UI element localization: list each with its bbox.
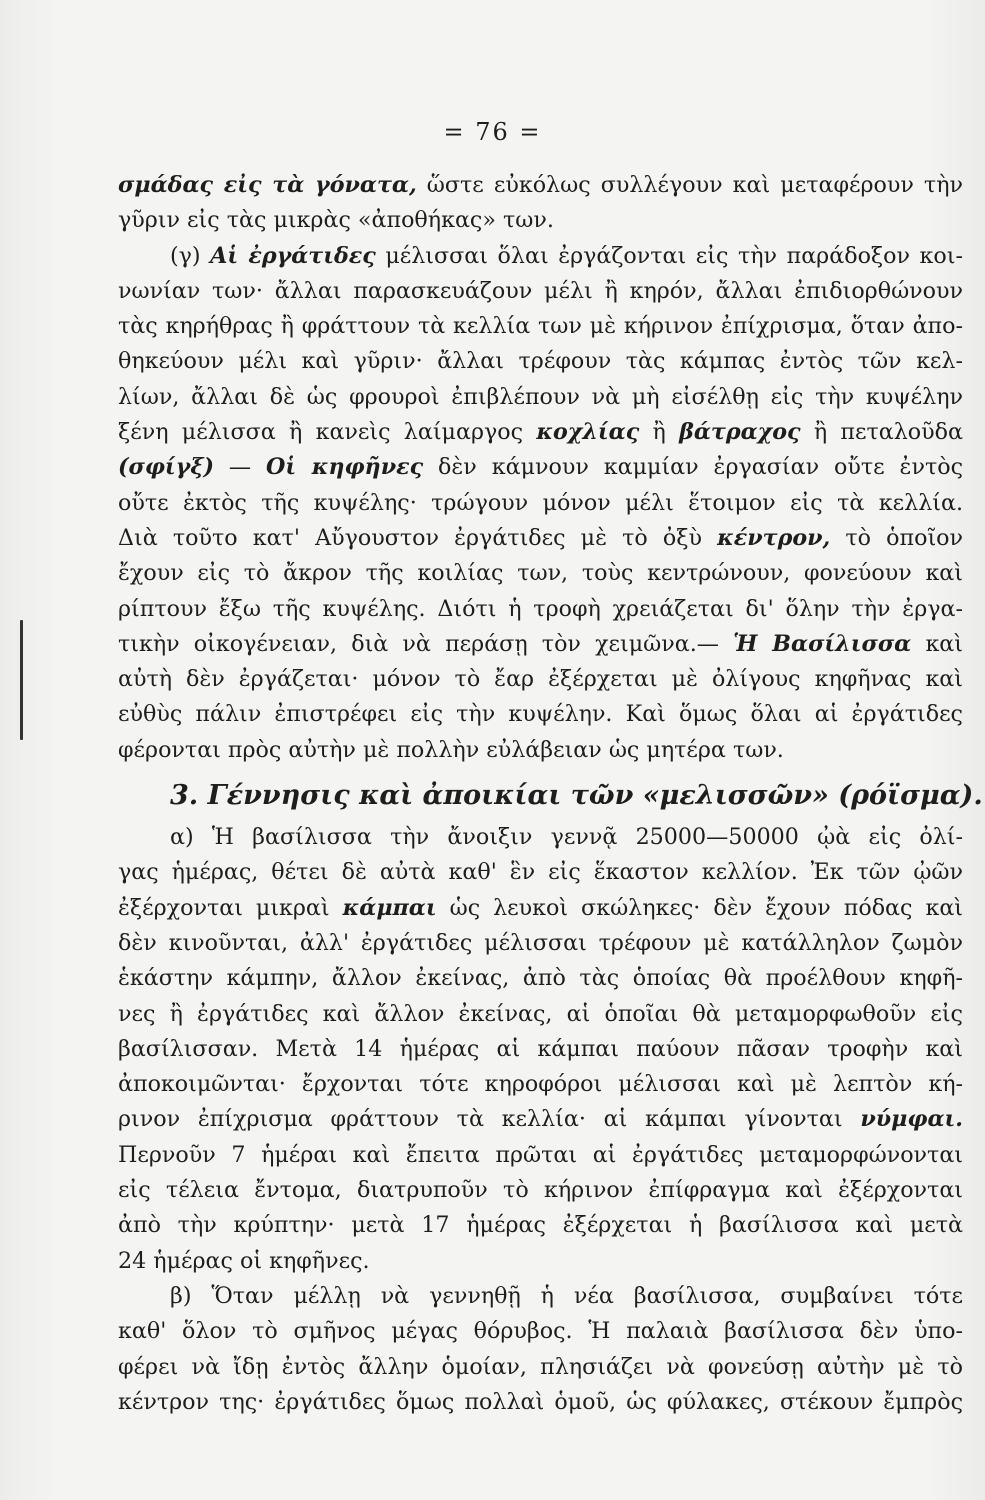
- text-line: ἑκάστην κάμπην, ἄλλον ἐκείνας, ἀπὸ τὰς ὁποίας θὰ προέλθουν κηφῆ-: [118, 965, 963, 992]
- text-line: οὔτε ἐκτὸς τῆς κυψέλης· τρώγουν μόνον μέλι ἕτοιμον εἰς τὰ κελλία.: [118, 489, 963, 516]
- text-line: φέρει νὰ ἴδῃ ἐντὸς ἄλλην ὁμοίαν, πλησιάζει νὰ φονεύσῃ αὐτὴν μὲ τὸ: [118, 1353, 963, 1380]
- text-line: (σφίγξ) — Οἱ κηφῆνες δὲν κάμνουν καμμίαν ἐργασίαν οὔτε ἐντὸς: [118, 454, 964, 481]
- text-line: Περνοῦν 7 ἡμέραι καὶ ἔπειτα πρῶται αἱ ἐργάτιδες μεταμορφώνονται: [118, 1141, 963, 1168]
- text-line: Διὰ τοῦτο κατ' Αὔγουστον ἐργάτιδες μὲ τὸ ὀξὺ κέντρον, τὸ ὁποῖον: [118, 524, 963, 551]
- text-line: λίων, ἄλλαι δὲ ὡς φρουροὶ ἐπιβλέπουν νὰ μὴ εἰσέλθῃ εἰς τὴν κυψέλην: [118, 383, 963, 410]
- text-line: φέρονται πρὸς αὐτὴν μὲ πολλὴν εὐλάβειαν ὡς μητέρα των.: [118, 736, 784, 763]
- text-line: ἀπὸ τὴν κρύπτην· μετὰ 17 ἡμέρας ἐξέρχεται ἡ βασίλισσα καὶ μετὰ: [118, 1212, 963, 1239]
- text-line: γῦριν εἰς τὰς μικρὰς «ἀποθήκας» των.: [118, 207, 554, 234]
- text-line: νες ἢ ἐργάτιδες καὶ ἄλλον ἐκείνας, αἱ ὁποῖαι θὰ μεταμορφωθοῦν εἰς: [118, 1000, 963, 1027]
- text-line: τικὴν οἰκογένειαν, διὰ νὰ περάσῃ τὸν χειμῶνα.— Ἡ Βασίλισσα καὶ: [118, 630, 963, 657]
- text-line: β) Ὅταν μέλλῃ νὰ γεννηθῇ ἡ νέα βασίλισσα, συμβαίνει τότε: [170, 1282, 963, 1309]
- text-line: εἰς τέλεια ἔντομα, διατρυποῦν τὸ κήρινον ἐπίφραγμα καὶ ἐξέρχονται: [118, 1177, 963, 1204]
- text-line: εὐθὺς πάλιν ἐπιστρέφει εἰς τὴν κυψέλην. Καὶ ὅμως ὅλαι αἱ ἐργάτιδες: [118, 701, 963, 728]
- text-line: νωνίαν των· ἄλλαι παρασκευάζουν μέλι ἢ κηρόν, ἄλλαι ἐπιδιορθώνουν: [118, 277, 963, 304]
- text-line: αὐτὴ δὲν ἐργάζεται· μόνον τὸ ἔαρ ἐξέρχεται μὲ ὀλίγους κηφῆνας καὶ: [118, 666, 963, 693]
- page-number: = 76 =: [443, 118, 542, 146]
- text-line: βασίλισσαν. Μετὰ 14 ἡμέρας αἱ κάμπαι παύουν πᾶσαν τροφὴν καὶ: [118, 1035, 963, 1062]
- text-line: α) Ἡ βασίλισσα τὴν ἄνοιξιν γεννᾷ 25000—50000 ᾠὰ εἰς ὀλί-: [170, 824, 963, 851]
- text-line: 24 ἡμέρας οἱ κηφῆνες.: [118, 1247, 370, 1274]
- text-line: γας ἡμέρας, θέτει δὲ αὐτὰ καθ' ἓν εἰς ἕκαστον κελλίον. Ἐκ τῶν ᾠῶν: [118, 859, 963, 886]
- text-line: ρινον ἐπίχρισμα φράττουν τὰ κελλία· αἱ κάμπαι γίνονται νύμφαι.: [118, 1106, 963, 1133]
- body-text: [118, 168, 983, 1420]
- text-line: σμάδας εἰς τὰ γόνατα, ὥστε εὐκόλως συλλέγουν καὶ μεταφέρουν τὴν: [118, 172, 963, 198]
- section-heading: 3. Γέννησις καὶ ἀποικίαι τῶν «μελισσῶν» (ρόϊσμα).: [170, 780, 983, 812]
- text-line: (γ) Αἱ ἐργάτιδες μέλισσαι ὅλαι ἐργάζονται εἰς τὴν παράδοξον κοι-: [170, 242, 963, 269]
- scan-edge-mark: [20, 620, 23, 740]
- text-line: καθ' ὅλον τὸ σμῆνος μέγας θόρυβος. Ἡ παλαιὰ βασίλισσα δὲν ὑπο-: [118, 1318, 963, 1345]
- text-line: ἐξέρχονται μικραὶ κάμπαι ὡς λευκοὶ σκώληκες· δὲν ἔχουν πόδας καὶ: [118, 894, 964, 921]
- text-line: κέντρον της· ἐργάτιδες ὅμως πολλαὶ ὁμοῦ, ὡς φύλακες, στέκουν ἔμπρὸς: [118, 1388, 963, 1415]
- text-line: δὲν κινοῦνται, ἀλλ' ἐργάτιδες μέλισσαι τρέφουν μὲ κατάλληλον ζωμὸν: [118, 929, 963, 956]
- text-line: ἀποκοιμῶνται· ἔρχονται τότε κηροφόροι μέλισσαι καὶ μὲ λεπτὸν κή-: [118, 1071, 963, 1098]
- text-line: τὰς κηρήθρας ἢ φράττουν τὰ κελλία των μὲ κήρινον ἐπίχρισμα, ὅταν ἀπο-: [118, 313, 963, 340]
- text-line: θηκεύουν μέλι καὶ γῦριν· ἄλλαι τρέφουν τὰς κάμπας ἐντὸς τῶν κελ-: [118, 348, 963, 375]
- text-line: ρίπτουν ἔξω τῆς κυψέλης. Διότι ἡ τροφὴ χρειάζεται δι' ὅλην τὴν ἐργα-: [118, 595, 963, 622]
- text-line: ξένη μέλισσα ἢ κανεὶς λαίμαργος κοχλίας ἢ βάτραχος ἢ πεταλοῦδα: [118, 419, 963, 446]
- text-line: ἔχουν εἰς τὸ ἄκρον τῆς κοιλίας των, τοὺς κεντρώνουν, φονεύουν καὶ: [118, 560, 963, 587]
